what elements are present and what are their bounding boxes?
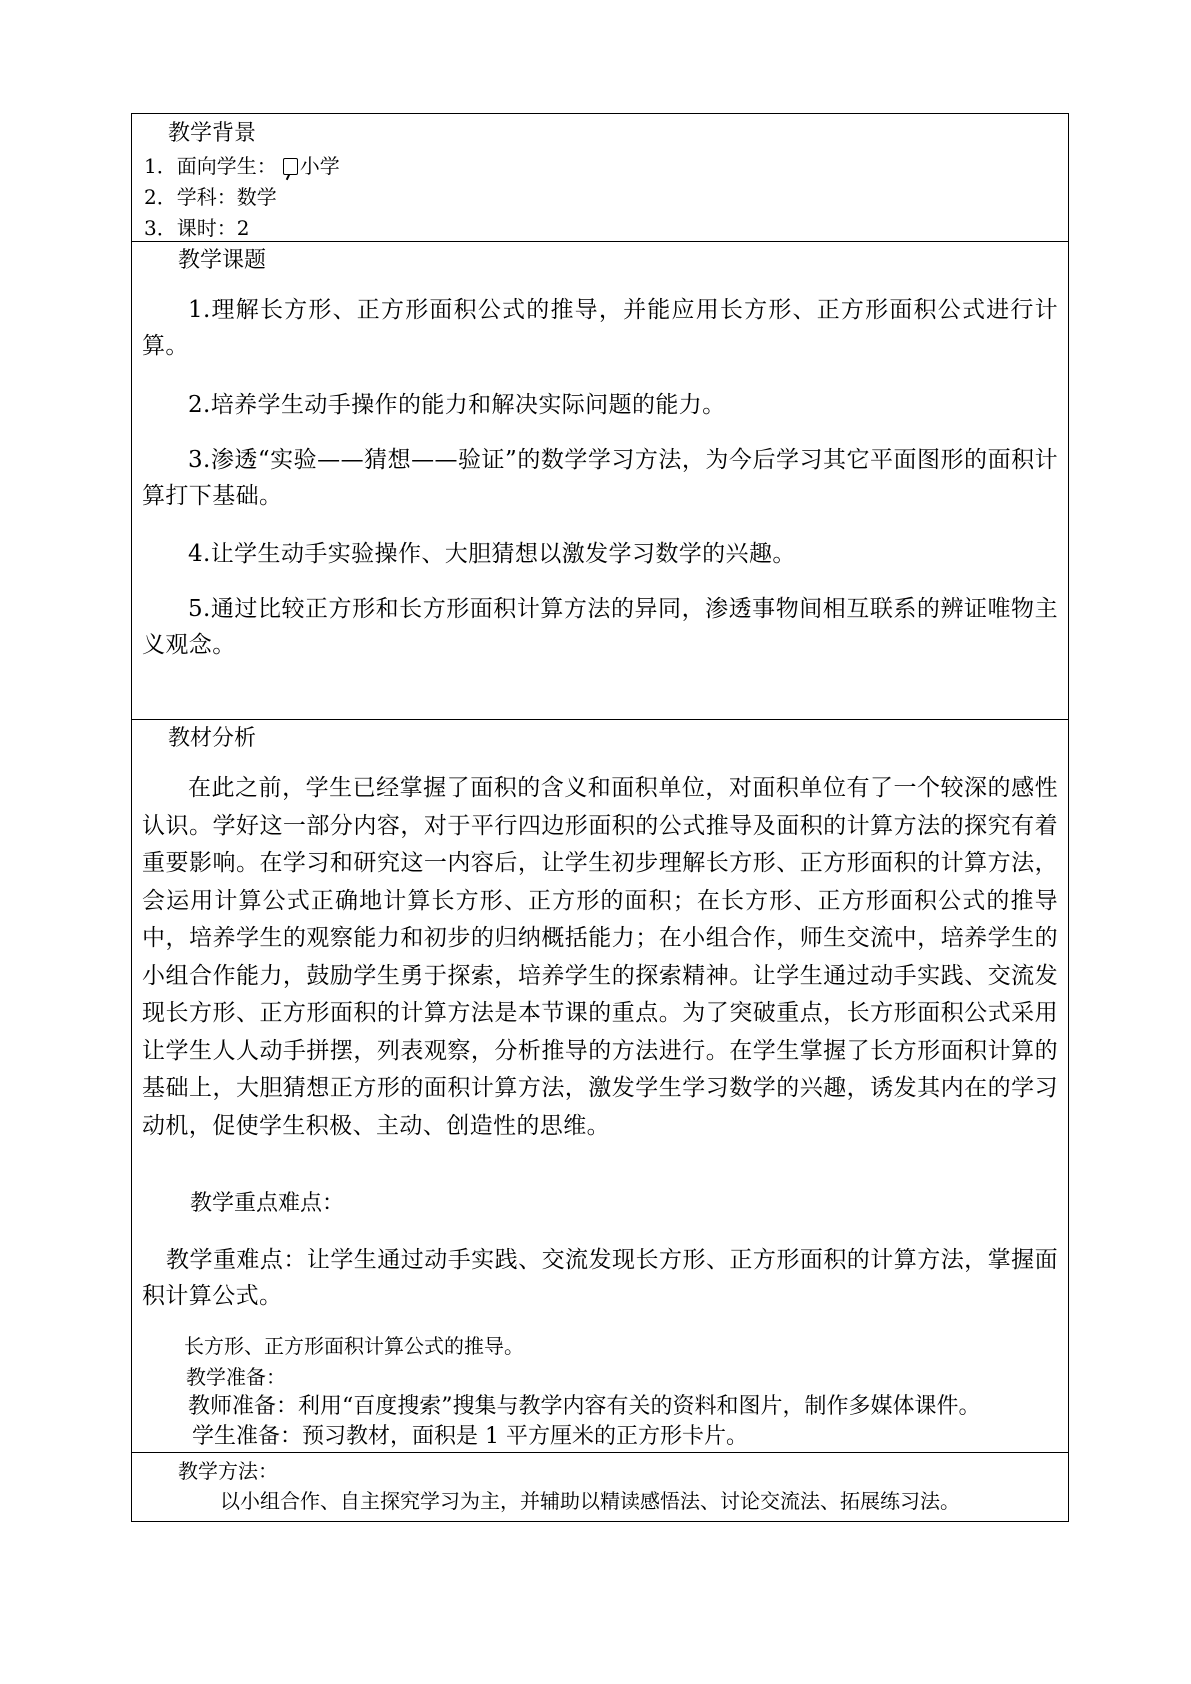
audience-label: 1．面向学生： [144,154,277,178]
objective-1: 1.理解长方形、正方形面积公式的推导，并能应用长方形、正方形面积公式进行计算。 [142,297,1058,359]
objective-5: 5.通过比较正方形和长方形面积计算方法的异同，渗透事物间相互联系的辨证唯物主义观念。 [142,596,1058,658]
audience-value: 小学 [299,154,340,178]
analysis-body: 在此之前，学生已经掌握了面积的含义和面积单位，对面积单位有了一个较深的感性认识。学好这一部分内容，对于平行四边形面积的公式推导及面积的计算方法的探究有着重要影响。在学习和研究这一内容后，让学生初步理解长方形、正方形面积的计算方法，会运用计算公式正确地计算长方形、正方形的面积；在长方形、正方形面积公式的推导中，培养学生的观察能力和初步的归纳概括能力；在小组合作，师生交流中，培养学生的小组合作能力，鼓励学生勇于探索，培养学生的探索精神。让学生通过动手实践、交流发现长方形、正方形面积的计算方法是本节课的重点。为了突破重点，长方形面积公式采用让学生人人动手拼摆，列表观察，分析推导的方法进行。在学生掌握了长方形面积计算的基础上，大胆猜想正方形的面积计算方法，激发学生学习数学的兴趣，诱发其内在的学习动机，促使学生积极、主动、创造性的思维。 [142,775,1058,1139]
teacher-prep: 教师准备：利用“百度搜索”搜集与教学内容有关的资料和图片，制作多媒体课件。 [188,1394,981,1419]
topic-section [132,241,1068,719]
analysis-section [132,719,1068,1452]
objective-4: 4.让学生动手实验操作、大胆猜想以激发学习数学的兴趣。 [188,541,796,567]
analysis-heading: 教材分析 [168,726,257,751]
preparation-heading: 教学准备： [186,1365,286,1389]
key-points-text: 教学重难点：让学生通过动手实践、交流发现长方形、正方形面积的计算方法，掌握面积计算公式。 [142,1247,1058,1309]
background-heading: 教学背景 [168,121,257,146]
audience-item [144,156,340,176]
subject-label: 2．学科： [144,185,237,209]
lesson-plan-table [131,113,1069,1522]
objective-2: 2.培养学生动手操作的能力和解决实际问题的能力。 [188,392,726,418]
background-section [132,113,1068,241]
subject-value: 数学 [236,185,277,209]
topic-heading: 教学课题 [178,248,267,273]
key-points-heading: 教学重点难点： [190,1191,345,1216]
difficulty-text: 长方形、正方形面积计算公式的推导。 [184,1334,524,1358]
objective-3: 3.渗透“实验——猜想——验证”的数学学习方法，为今后学习其它平面图形的面积计算打下基础。 [142,447,1058,509]
method-heading: 教学方法： [178,1459,278,1483]
student-prep: 学生准备：预习教材，面积是 1 平方厘米的正方形卡片。 [192,1424,748,1449]
checkbox-icon [283,158,298,175]
periods-label: 3．课时： [144,216,237,240]
subject-item [144,187,277,207]
periods-value: 2 [236,216,250,240]
periods-item [144,218,249,238]
method-section [132,1452,1068,1521]
method-body: 以小组合作、自主探究学习为主，并辅助以精读感悟法、讨论交流法、拓展练习法。 [220,1489,960,1513]
